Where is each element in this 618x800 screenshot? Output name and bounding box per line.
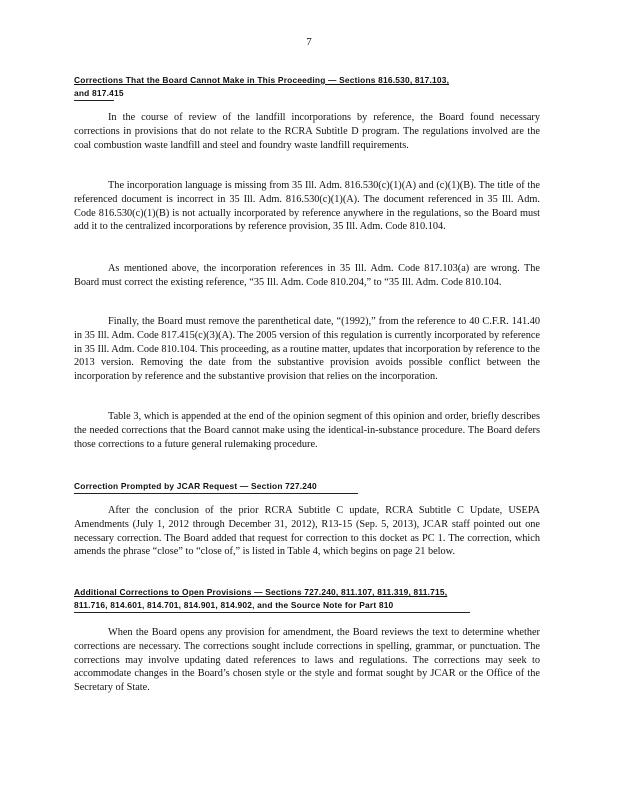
- section-heading: [74, 480, 358, 494]
- section-heading-line: Correction Prompted by JCAR Request — Section 727.240: [74, 481, 317, 491]
- paragraph-text: Finally, the Board must remove the parenthetical date, “(1992),” from the reference to 40 C.F.R. 141.40 in 35 Ill. Adm. Code 817.415(c)(3)(A). The 2005 version of this regulation is currently incorporated by reference in 35 Ill. Adm. Code 810.104. This proceeding, as a routine matter, updates that incorporation by reference to the 2013 version. Removing the date from the substantive provision avoids possible conflict between the incorporation by reference and the substantive provision that relies on the incorporation.: [74, 316, 540, 383]
- paragraph: [74, 410, 540, 451]
- paragraph-text: As mentioned above, the incorporation references in 35 Ill. Adm. Code 817.103(a) are wrong. The Board must correct the existing reference, “35 Ill. Adm. Code 810.204,” to “35 Ill. Adm. Code 810.104.: [74, 263, 540, 288]
- paragraph-text: In the course of review of the landfill incorporations by reference, the Board found necessary corrections in provisions that do not relate to the RCRA Subtitle D program. The regulations involved are the coal combustion waste landfill and steel and foundry waste landfill requirements.: [74, 112, 540, 151]
- paragraph: [74, 179, 540, 234]
- section-heading: [74, 74, 532, 101]
- paragraph-text: After the conclusion of the prior RCRA Subtitle C update, RCRA Subtitle C Update, USEPA Amendments (July 1, 2012 through December 31, 2012), R13-15 (Sep. 5, 2013), JCAR staff pointed out one necessary correction. The Board added that request for correction to this docket as PC 1. The correction, which amends the phrase “close” to “close of,” is listed in Table 4, which begins on page 21 below.: [74, 505, 540, 558]
- paragraph-text: Table 3, which is appended at the end of the opinion segment of this opinion and order, briefly describes the needed corrections that the Board cannot make using the identical-in-substance procedure. The Board defers those corrections to a future general rulemaking procedure.: [74, 411, 540, 450]
- section-heading-line: Additional Corrections to Open Provisions — Sections 727.240, 811.107, 811.319, 811.715,: [74, 587, 448, 597]
- paragraph-text: When the Board opens any provision for amendment, the Board reviews the text to determine whether corrections are necessary. The corrections sought include corrections in spelling, grammar, or punctuation. The corrections may involve updating dated references to laws and regulations. The corrections may seek to accommodate changes in the Board’s chosen style or the style and format sought by JCAR or the Office of the Secretary of State.: [74, 627, 540, 694]
- section-heading: [74, 586, 532, 613]
- section-heading-line: Corrections That the Board Cannot Make in This Proceeding — Sections 816.530, 817.103,: [74, 75, 450, 85]
- paragraph: [74, 111, 540, 152]
- paragraph: [74, 315, 540, 384]
- section-heading-line: and 817.415: [74, 87, 114, 101]
- page-number: 7: [306, 36, 312, 48]
- paragraph: [74, 626, 540, 695]
- paragraph: [74, 262, 540, 290]
- paragraph: [74, 504, 540, 559]
- paragraph-text: The incorporation language is missing from 35 Ill. Adm. 816.530(c)(1)(A) and (c)(1)(B). The title of the referenced document is incorrect in 35 Ill. Adm. 816.530(c)(1)(A). The document referenced in 35 Ill. Adm. Code 816.530(c)(1)(B) is not actually incorporated by reference anywhere in the regulations, so the Board must add it to the centralized incorporations by reference provision, 35 Ill. Adm. Code 810.104.: [74, 180, 540, 233]
- section-heading-line: 811.716, 814.601, 814.701, 814.901, 814.902, and the Source Note for Part 810: [74, 599, 470, 613]
